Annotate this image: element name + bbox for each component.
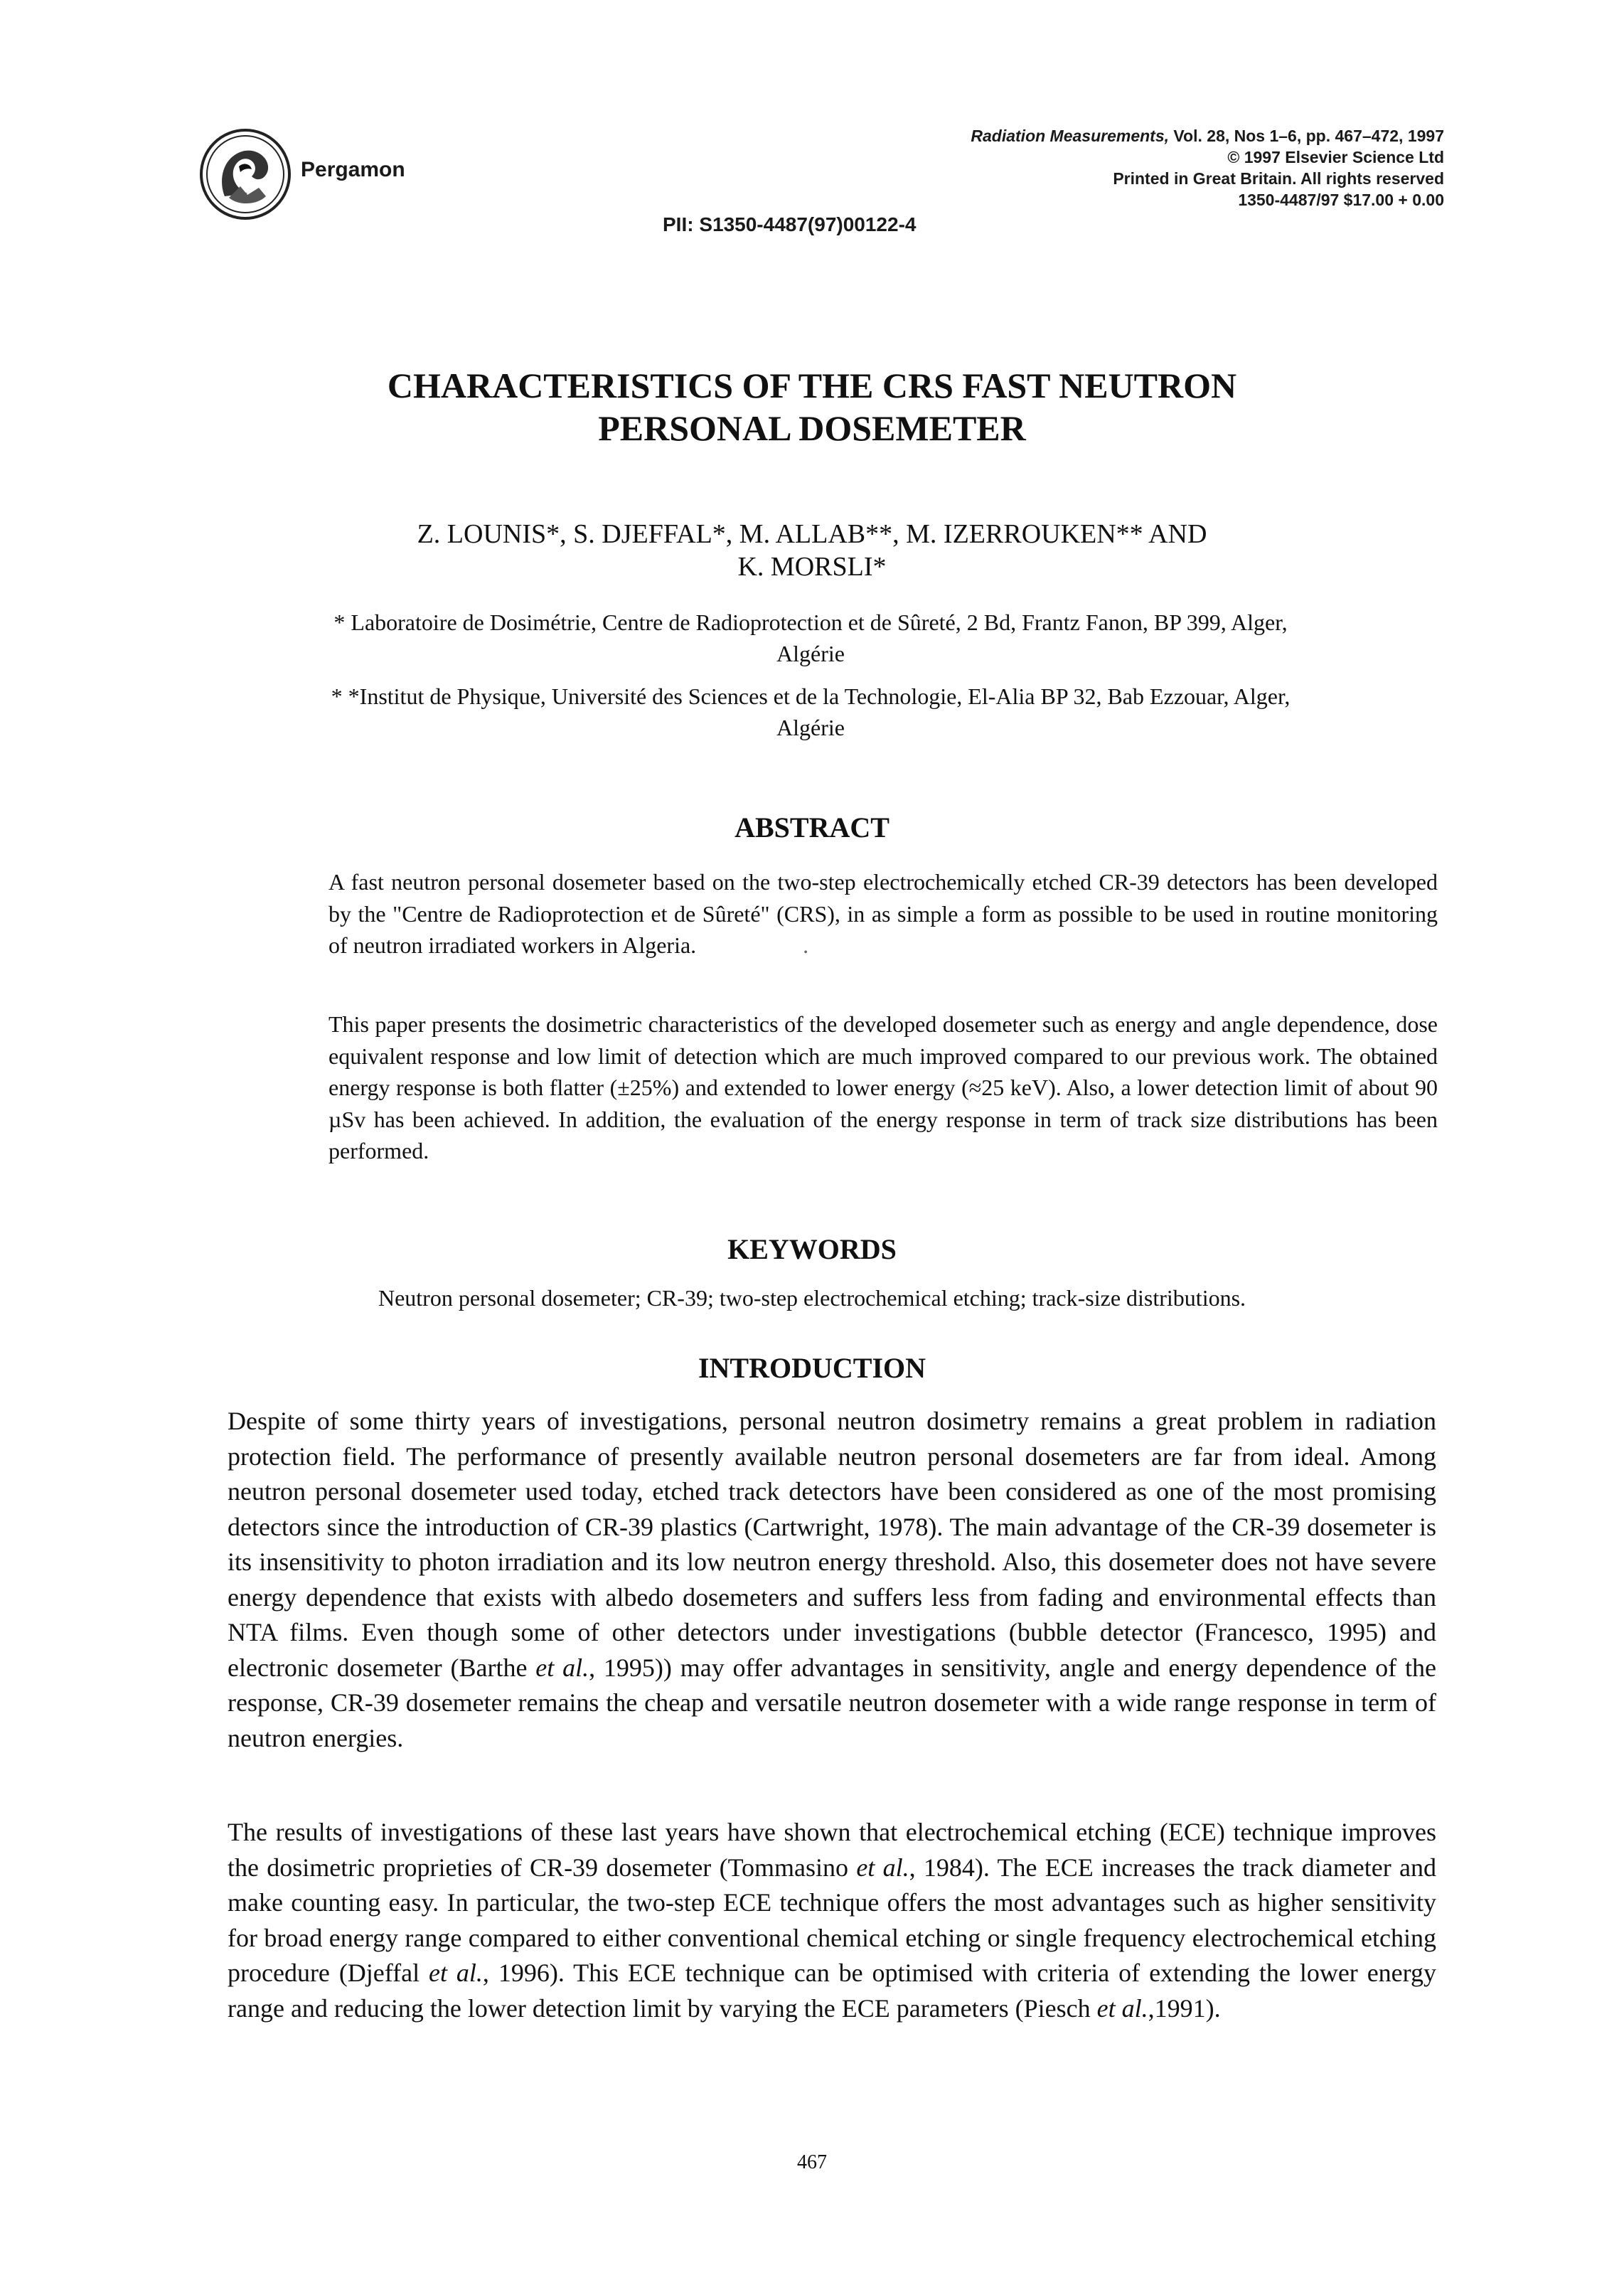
stray-mark: .: [803, 932, 809, 958]
price-line: 1350-4487/97 $17.00 + 0.00: [1238, 191, 1444, 209]
et-al-citation: et al.: [856, 1853, 909, 1882]
printed-line: Printed in Great Britain. All rights reserved: [1113, 169, 1444, 188]
et-al-citation: et al.: [535, 1653, 589, 1682]
journal-citation: [971, 125, 1444, 147]
intro-p1-part-b: , 1995)) may offer advantages in sensitivity, angle and energy dependence of the response, CR-39 dosemeter remains the cheap and versatile neutron dosemeter with a wide range response in term of neutron energies.: [228, 1653, 1436, 1752]
publisher-name: Pergamon: [301, 158, 405, 181]
intro-p2-part-b: , 1984). The ECE increases the track diameter and make counting easy. In particular, the two-step ECE technique offers the most advantages such as higher sensitivity for broad energy range compared to either conventional chemical etching or single frequency electrochemical etching procedure (Djeffal: [228, 1853, 1436, 1987]
abstract-paragraph-2: This paper presents the dosimetric characteristics of the developed dosemeter such as energy and angle dependence, dose equivalent response and low limit of detection which are much improved compared to our previous work. The obtained energy response is both flatter (±25%) and extended to lower energy (≈25 keV). Also, a lower detection limit of about 90 µSv has been achieved. In addition, the evaluation of the energy response in term of track size distributions has been performed.: [328, 1011, 1438, 1163]
et-al-citation: et al.: [1096, 1993, 1148, 2023]
keywords-list: Neutron personal dosemeter; CR-39; two-step electrochemical etching; track-size distributions.: [378, 1285, 1246, 1311]
intro-p2-part-a: The results of investigations of these last years have shown that electrochemical etching (ECE) technique improves the dosimetric proprieties of CR-39 dosemeter (Tommasino: [228, 1818, 1436, 1882]
et-al-citation: et al.: [429, 1959, 483, 1987]
copyright-line: © 1997 Elsevier Science Ltd: [1227, 148, 1444, 166]
intro-p2-part-d: ,1991).: [1148, 1993, 1221, 2023]
authors-line-2: K. MORSLI*: [737, 552, 887, 582]
page-number: 467: [797, 2151, 827, 2173]
introduction-heading: INTRODUCTION: [698, 1352, 926, 1384]
journal-volume: Vol. 28, Nos 1–6, pp. 467–472, 1997: [1169, 127, 1444, 145]
abstract-heading: ABSTRACT: [734, 811, 890, 843]
keywords-heading: KEYWORDS: [727, 1233, 897, 1265]
affiliation-1: * Laboratoire de Dosimétrie, Centre de Radioprotection et de Sûreté, 2 Bd, Frantz Fanon, BP 399, Alger, Algérie: [333, 609, 1288, 666]
pergamon-logo-icon: [198, 127, 293, 222]
abstract-paragraph-1: [328, 866, 1438, 962]
introduction-paragraph-2: [228, 1815, 1436, 2026]
paper-title: [0, 364, 1624, 449]
introduction-paragraph-1: [228, 1404, 1436, 1756]
intro-p2-part-c: , 1996). This ECE technique can be optimised with criteria of extending the lower energy range and reducing the lower detection limit by varying the ECE parameters (Piesch: [228, 1959, 1437, 2023]
title-line-2: PERSONAL DOSEMETER: [598, 408, 1026, 448]
intro-p1-part-a: Despite of some thirty years of investigations, personal neutron dosimetry remains a great problem in radiation protection field. The performance of presently available neutron personal dosemeters are far from ideal. Among neutron personal dosemeter used today, etched track detectors have been considered as one of the most promising detectors since the introduction of CR-39 plastics (Cartwright, 1978). The main advantage of the CR-39 dosemeter is its insensitivity to photon irradiation and its low neutron energy threshold. Also, this dosemeter does not have severe energy dependence that exists with albedo dosemeters and suffers less from fading and environmental effects than NTA films. Even though some of other detectors under investigations (bubble detector (Francesco, 1995) and electronic dosemeter (Barthe: [228, 1407, 1436, 1682]
journal-name: Radiation Measurements,: [971, 127, 1170, 145]
title-line-1: CHARACTERISTICS OF THE CRS FAST NEUTRON: [387, 366, 1237, 405]
journal-info: [971, 125, 1444, 211]
author-list: [0, 518, 1624, 583]
authors-line-1: Z. LOUNIS*, S. DJEFFAL*, M. ALLAB**, M. IZERROUKEN** AND: [417, 519, 1207, 549]
pii-code: PII: S1350-4487(97)00122-4: [663, 213, 917, 235]
affiliation-2: * *Institut de Physique, Université des Sciences et de la Technologie, El-Alia BP 32, Bab Ezzouar, Alger, Algérie: [331, 683, 1291, 740]
abstract-p1-text: A fast neutron personal dosemeter based on the two-step electrochemically etched CR-39 detectors has been developed by the "Centre de Radioprotection et de Sûreté" (CRS), in as simple a form as possible to be used in routine monitoring of neutron irradiated workers in Algeria.: [328, 869, 1438, 958]
